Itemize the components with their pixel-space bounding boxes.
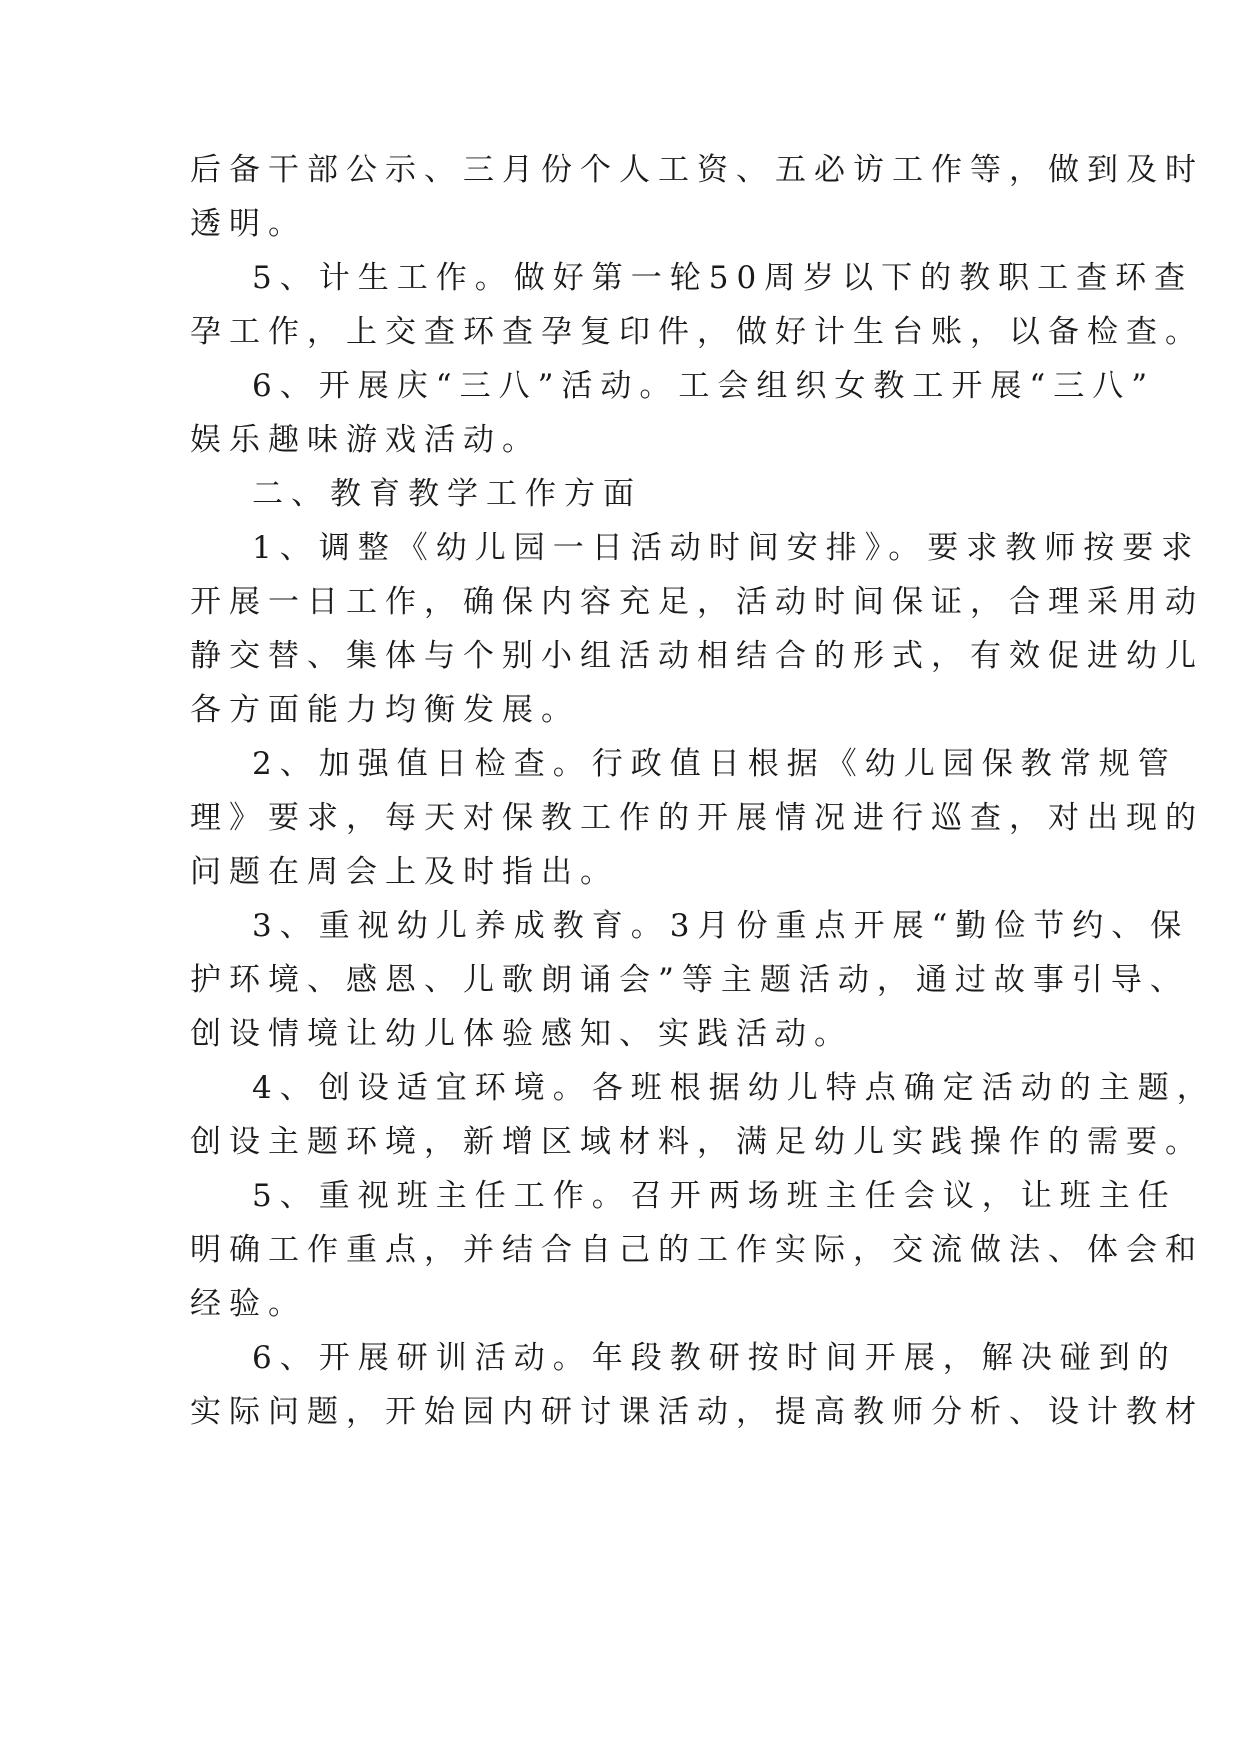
text-line: 娱乐趣味游戏活动。 [190,422,541,458]
text-line: 明确工作重点，并结合自己的工作实际，交流做法、体会和 [190,1232,1204,1268]
paragraph-start-line: 1、调整《幼儿园一日活动时间安排》。要求教师按要求 [252,530,1201,566]
text-line: 经验。 [190,1286,307,1322]
text-line: 理》要求，每天对保教工作的开展情况进行巡查，对出现的 [190,800,1204,836]
text-line: 实际问题，开始园内研讨课活动，提高教师分析、设计教材 [190,1394,1204,1430]
paragraph-start-line: 5、重视班主任工作。召开两场班主任会议，让班主任 [252,1178,1177,1214]
text-line: 创设主题环境，新增区域材料，满足幼儿实践操作的需要。 [190,1124,1204,1160]
paragraph-start-line: 3、重视幼儿养成教育。3月份重点开展“勤俭节约、保 [252,908,1190,944]
section-heading: 二、教育教学工作方面 [252,476,642,512]
paragraph-start-line: 6、开展庆“三八”活动。工会组织女教工开展“三八” [252,368,1156,404]
text-line: 透明。 [190,206,307,242]
paragraph-start-line: 4、创设适宜环境。各班根据幼儿特点确定活动的主题， [252,1070,1216,1106]
paragraph-start-line: 6、开展研训活动。年段教研按时间开展，解决碰到的 [252,1340,1177,1376]
text-line: 静交替、集体与个别小组活动相结合的形式，有效促进幼儿 [190,638,1204,674]
text-line: 孕工作，上交查环查孕复印件，做好计生台账，以备检查。 [190,314,1204,350]
paragraph-start-line: 5、计生工作。做好第一轮50周岁以下的教职工查环查 [252,260,1194,296]
text-line: 后备干部公示、三月份个人工资、五必访工作等，做到及时 [190,152,1204,188]
text-line: 开展一日工作，确保内容充足，活动时间保证，合理采用动 [190,584,1204,620]
text-line: 问题在周会上及时指出。 [190,854,619,890]
text-line: 创设情境让幼儿体验感知、实践活动。 [190,1016,853,1052]
text-line: 各方面能力均衡发展。 [190,692,580,728]
text-line: 护环境、感恩、儿歌朗诵会”等主题活动，通过故事引导、 [190,962,1189,998]
paragraph-start-line: 2、加强值日检查。行政值日根据《幼儿园保教常规管 [252,746,1177,782]
